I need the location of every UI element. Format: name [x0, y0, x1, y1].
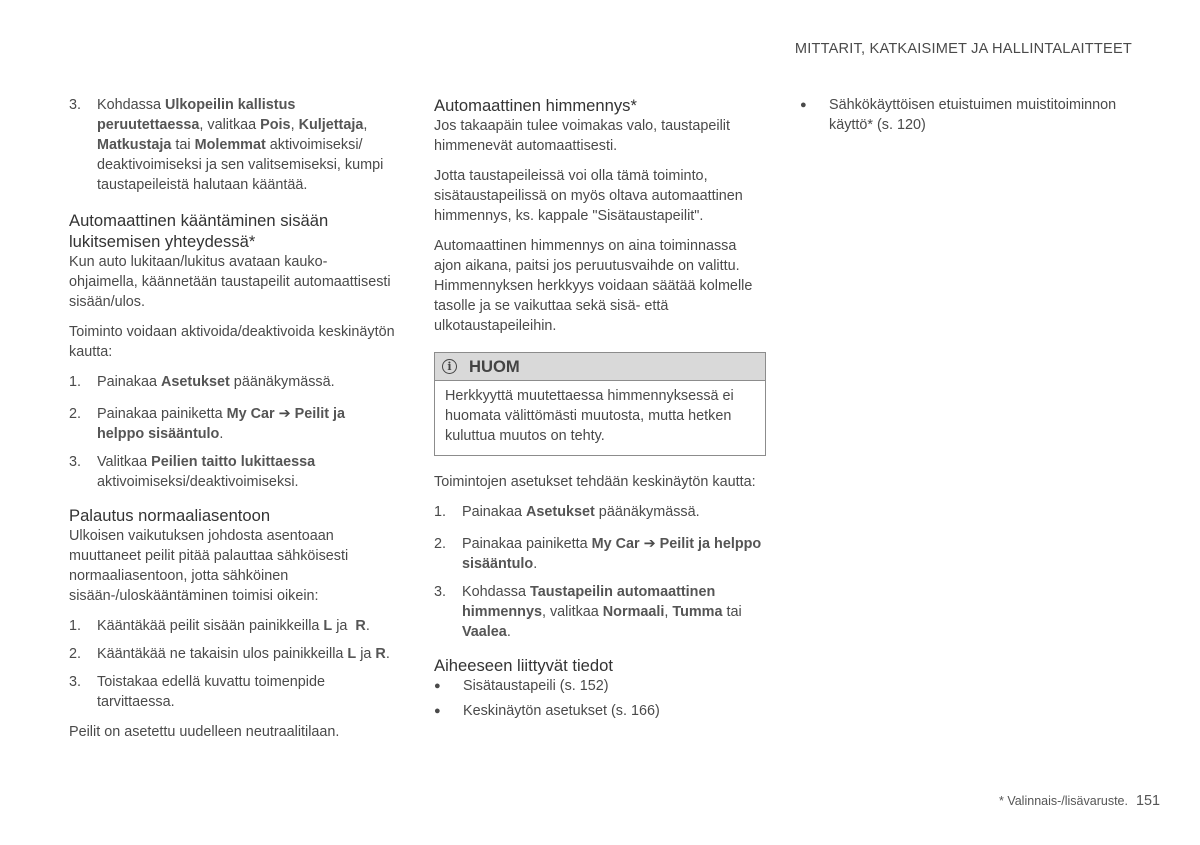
note-header: [435, 353, 765, 381]
list-item: [434, 582, 766, 642]
list-number: 1.: [69, 618, 82, 634]
list-item-text: Kääntäkää peilit sisään painikkeilla L ja R.: [97, 618, 370, 634]
paragraph: Jotta taustapeileissä voi olla tämä toiminto, sisätaustapeilissä on myös oltava automaattinen himmennys, ks. kappale "Sisätaustapeilit".: [434, 168, 743, 224]
list-item-text: Painakaa Asetukset päänäkymässä.: [462, 504, 700, 520]
list-number: 3.: [69, 454, 82, 470]
ordered-list-tilt: [69, 95, 395, 195]
list-number: 1.: [434, 504, 447, 520]
paragraph: Jos takaapäin tulee voimakas valo, taustapeilit himmenevät automaattisesti.: [434, 118, 730, 154]
note-body: Herkkyyttä muutettaessa himmennyksessä ei huomata välittömästi muutosta, mutta hetken kuluttua muutos on tehty.: [445, 388, 734, 444]
list-item: [69, 616, 395, 636]
section-header: MITTARIT, KATKAISIMET JA HALLINTALAITTEET: [794, 41, 1132, 57]
list-item-text: Valitkaa Peilien taitto lukittaessa aktivoimiseksi/deaktivoimiseksi.: [97, 454, 316, 490]
arrow-right-icon: ➔: [278, 406, 291, 422]
heading-reset: Palautus normaaliasentoon: [69, 506, 271, 525]
column-2: [434, 95, 766, 731]
list-item-text: Toistakaa edellä kuvattu toimenpide tarvittaessa.: [97, 674, 325, 710]
heading-auto-dimming: Automaattinen himmennys*: [434, 96, 637, 115]
list-item: [800, 95, 1140, 135]
list-item: [434, 534, 766, 574]
paragraph: Kun auto lukitaan/lukitus avataan kauko-ohjaimella, käännetään taustapeilit automaattisesti sisään/ulos.: [69, 254, 391, 310]
list-number: 1.: [69, 374, 82, 390]
list-item: [69, 452, 395, 492]
ordered-list-reset: [69, 616, 395, 712]
ordered-list-dimming: [434, 502, 766, 642]
list-number: 2.: [69, 406, 82, 422]
related-link[interactable]: Keskinäytön asetukset (s. 166): [463, 703, 660, 719]
list-item: [434, 502, 766, 522]
bullet-icon: ●: [434, 705, 441, 717]
page-footer: [999, 791, 1160, 811]
info-icon: i: [442, 359, 457, 374]
note-title: HUOM: [469, 356, 520, 376]
bullet-icon: ●: [434, 680, 441, 692]
related-link[interactable]: Sisätaustapeili (s. 152): [463, 678, 609, 694]
list-number: 3.: [434, 584, 447, 600]
list-item-text: Painakaa painiketta My Car ➔ Peilit ja helppo sisääntulo.: [462, 536, 762, 572]
ordered-list-lock: [69, 372, 395, 492]
page-number: 151: [1135, 793, 1160, 809]
arrow-right-icon: ➔: [643, 536, 656, 552]
list-number: 3.: [69, 674, 82, 690]
heading-related-info: Aiheeseen liittyvät tiedot: [434, 656, 613, 675]
column-3: [800, 95, 1140, 145]
column-1: [69, 95, 395, 752]
list-number: 3.: [69, 97, 82, 113]
related-link[interactable]: Sähkökäyttöisen etuistuimen muistitoiminnon käyttö* (s. 120): [829, 97, 1117, 133]
list-item: [434, 701, 766, 721]
list-item-text: Kohdassa Ulkopeilin kallistus peruutettaessa, valitkaa Pois, Kuljettaja, Matkustaja tai Molemmat aktivoimiseksi/ deaktivoimiseksi ja sen valitsemiseksi, kumpi taustapeileistä halutaan kääntää.: [97, 97, 384, 193]
related-links-list: [434, 676, 766, 721]
heading-auto-fold-lock: Automaattinen kääntäminen sisään lukitsemisen yhteydessä*: [69, 211, 329, 251]
list-item-text: Kohdassa Taustapeilin automaattinen himmennys, valitkaa Normaali, Tumma tai Vaalea.: [462, 584, 742, 640]
list-item-text: Kääntäkää ne takaisin ulos painikkeilla L ja R.: [97, 646, 390, 662]
list-item: [69, 404, 395, 444]
list-item: [69, 372, 395, 392]
paragraph: Toimintojen asetukset tehdään keskinäytön kautta:: [434, 474, 756, 490]
paragraph: Toiminto voidaan aktivoida/deaktivoida keskinäytön kautta:: [69, 324, 395, 360]
footnote: * Valinnais-/lisävaruste.: [998, 794, 1128, 808]
list-item: [69, 672, 395, 712]
list-item: [69, 95, 395, 195]
paragraph: Peilit on asetettu uudelleen neutraalitilaan.: [69, 724, 340, 740]
paragraph: Automaattinen himmennys on aina toiminnassa ajon aikana, paitsi jos peruutusvaihde on valittu. Himmennyksen herkkyys voidaan säätää kolmelle tasolle ja se vaikuttaa sekä sisä- että ulkotaustapeileihin.: [434, 238, 753, 334]
list-number: 2.: [69, 646, 82, 662]
list-number: 2.: [434, 536, 447, 552]
list-item-text: Painakaa Asetukset päänäkymässä.: [97, 374, 335, 390]
list-item: [434, 676, 766, 696]
list-item: [69, 644, 395, 664]
bullet-icon: ●: [800, 99, 807, 111]
list-item-text: Painakaa painiketta My Car ➔ Peilit ja helppo sisääntulo.: [97, 406, 346, 442]
paragraph: Ulkoisen vaikutuksen johdosta asentoaan muuttaneet peilit pitää palauttaa sähköisesti normaaliasentoon, jotta sähköinen sisään-/uloskääntäminen toimisi oikein:: [69, 528, 349, 604]
related-links-list: [800, 95, 1140, 135]
note-box: [434, 352, 766, 456]
